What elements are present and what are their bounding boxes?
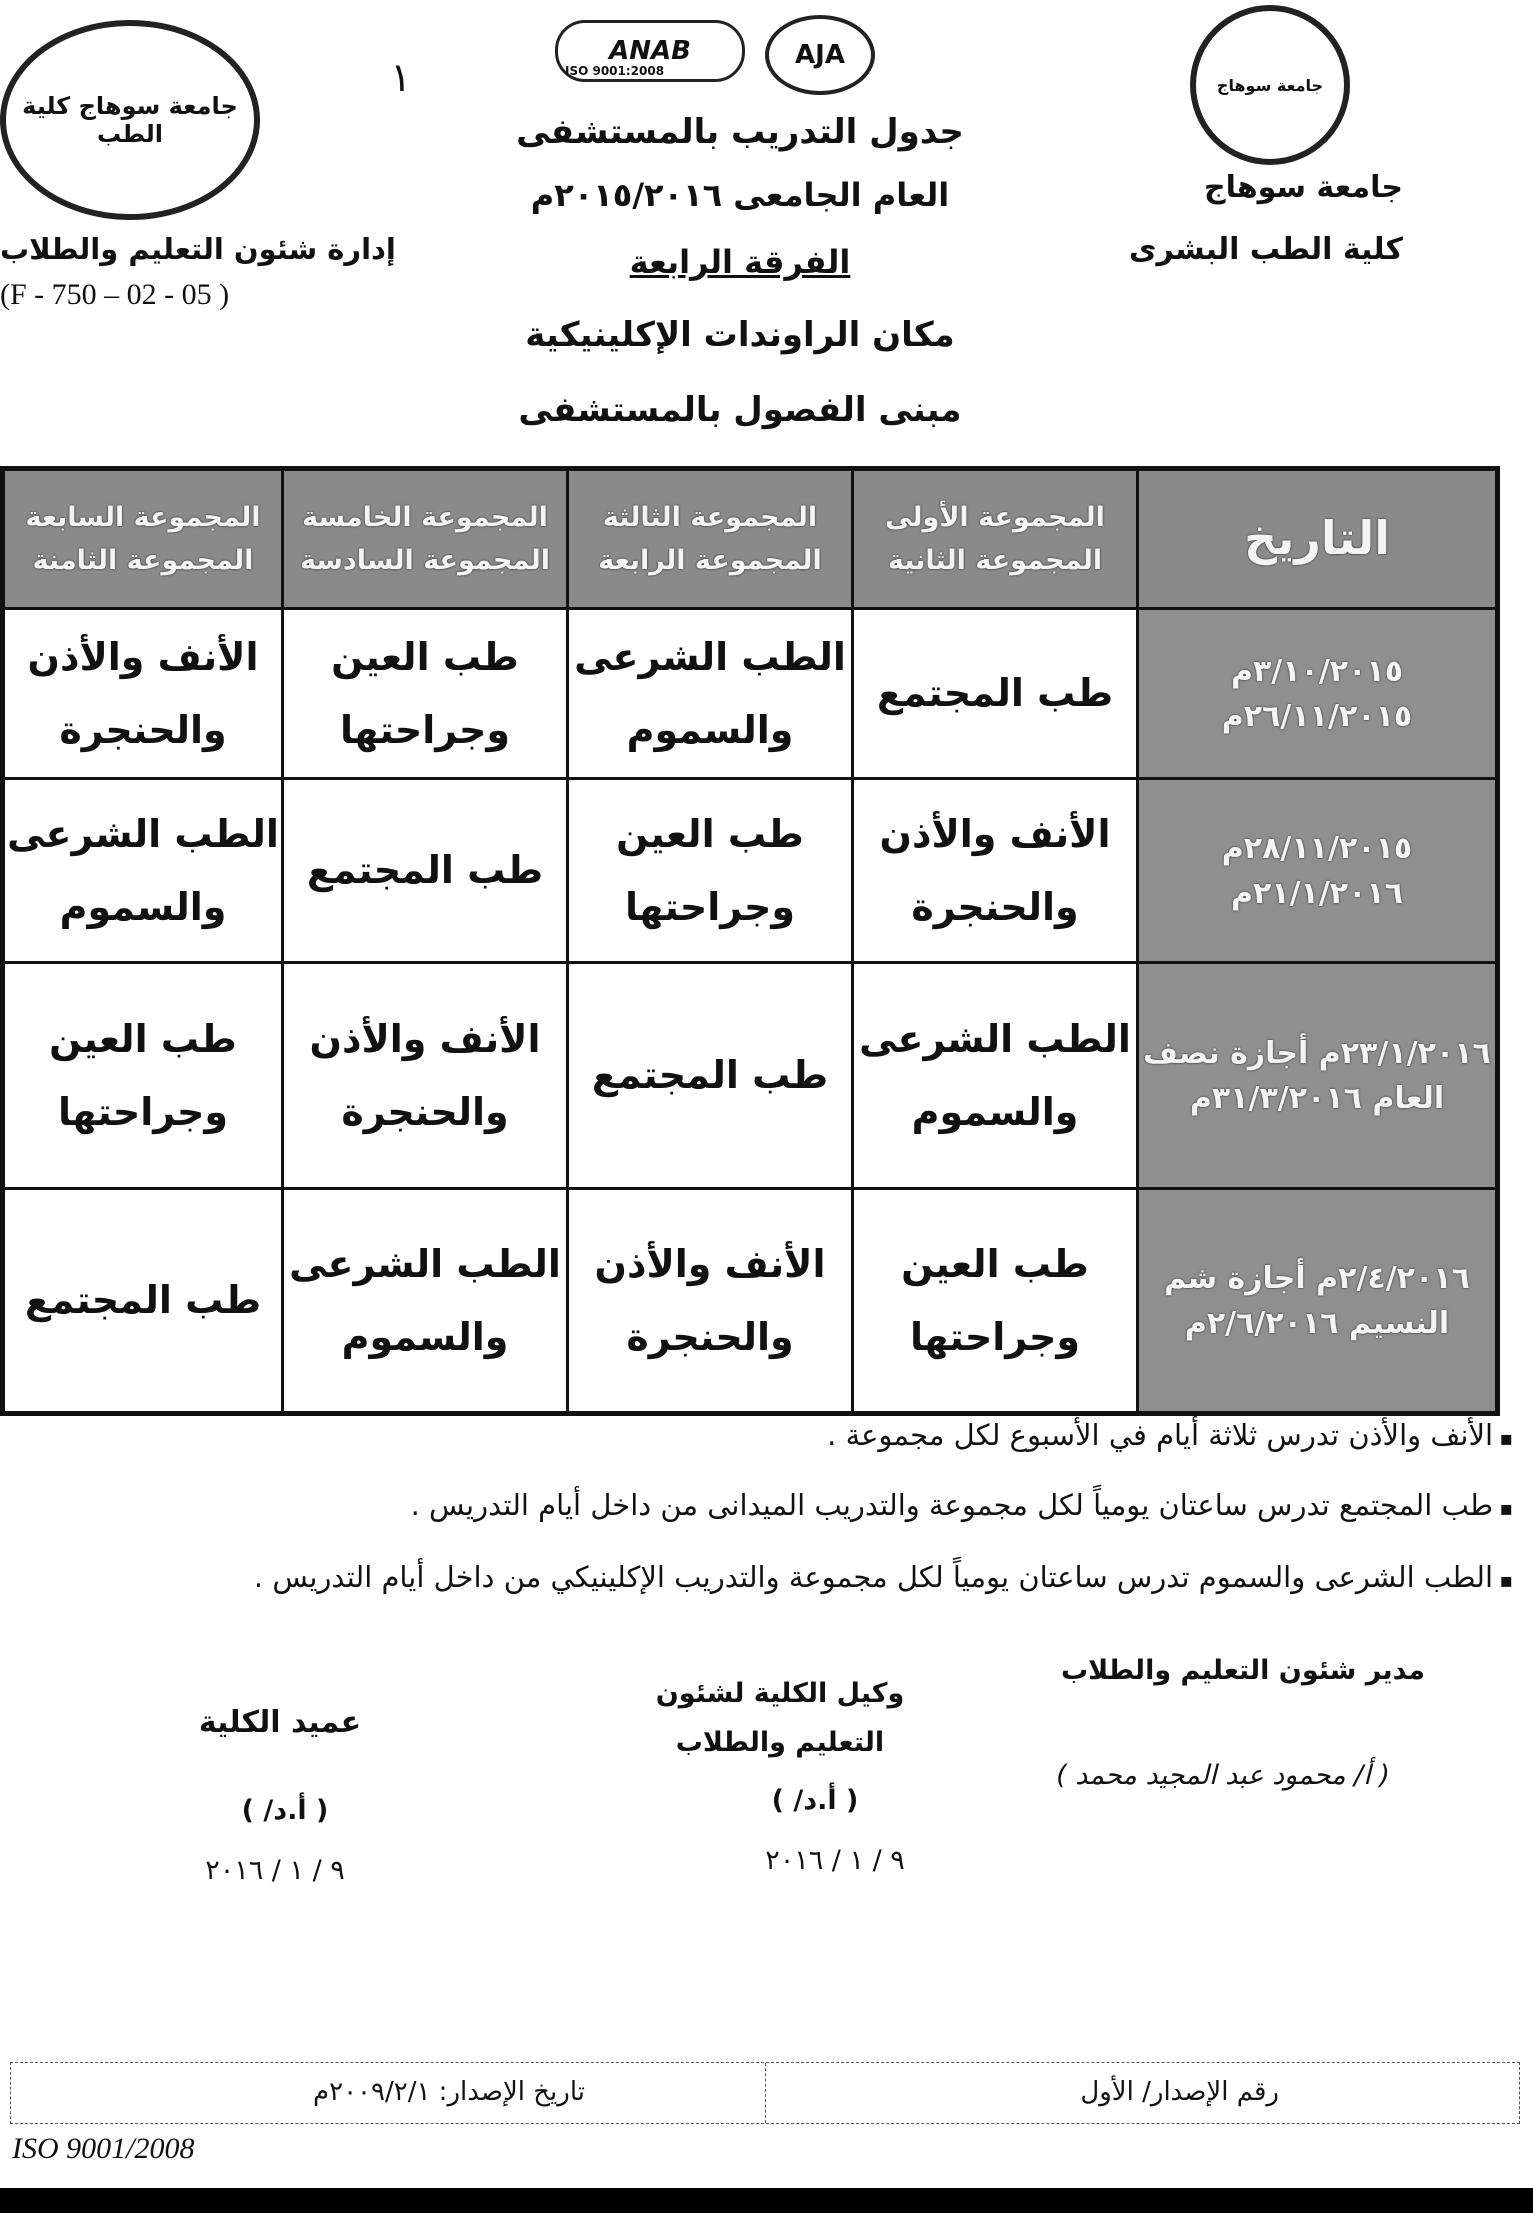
schedule-cell: الأنف والأذن والحنجرة xyxy=(568,1189,853,1414)
schedule-cell: طب المجتمع xyxy=(853,609,1138,779)
location-title: مكان الراوندات الإكلينيكية xyxy=(525,315,955,355)
form-code: (F - 750 – 02 - 05 ) xyxy=(0,278,230,311)
signature-title: مدير شئون التعليم والطلاب xyxy=(1061,1655,1425,1686)
schedule-cell: طب العين وجراحتها xyxy=(568,779,853,963)
schedule-cell: طب العين وجراحتها xyxy=(3,963,283,1189)
schedule-cell: الأنف والأذن والحنجرة xyxy=(3,609,283,779)
signature-date: ٩ / ١ / ٢٠١٦ xyxy=(205,1855,345,1886)
schedule-cell: طب العين وجراحتها xyxy=(853,1189,1138,1414)
faculty-logo xyxy=(0,20,260,220)
signature-date: ٩ / ١ / ٢٠١٦ xyxy=(765,1845,905,1876)
grade: الفرقة الرابعة xyxy=(629,243,851,281)
logo-text: AJA xyxy=(795,40,845,70)
logo-text: جامعة سوهاج xyxy=(1216,75,1324,95)
aja-logo xyxy=(765,15,875,95)
table-row xyxy=(3,1189,1498,1414)
table-header-row xyxy=(3,469,1498,609)
date-cell: ٢٨/١١/٢٠١٥م ٢١/١/٢٠١٦م xyxy=(1138,779,1498,963)
schedule-cell: الأنف والأذن والحنجرة xyxy=(853,779,1138,963)
signature-title: عميد الكلية xyxy=(198,1705,362,1740)
page-mark: ١ xyxy=(390,55,412,101)
header-groups-3-4: المجموعة الثالثة المجموعة الرابعة xyxy=(568,469,853,609)
iso-badge: ISO 9001:2008 xyxy=(565,64,665,78)
schedule-cell: الأنف والأذن والحنجرة xyxy=(283,963,568,1189)
header-date: التاريخ xyxy=(1138,469,1498,609)
table-row xyxy=(3,779,1498,963)
table-row xyxy=(3,963,1498,1189)
header-groups-5-6: المجموعة الخامسة المجموعة السادسة xyxy=(283,469,568,609)
issue-number: رقم الإصدار/ الأول xyxy=(765,2063,1519,2123)
academic-year: العام الجامعى ٢٠١٥/٢٠١٦م xyxy=(530,176,950,214)
header-groups-1-2: المجموعة الأولى المجموعة الثانية xyxy=(853,469,1138,609)
schedule-cell: طب المجتمع xyxy=(283,779,568,963)
schedule-cell: طب المجتمع xyxy=(568,963,853,1189)
schedule-cell: طب المجتمع xyxy=(3,1189,283,1414)
page-title: جدول التدريب بالمستشفى xyxy=(516,112,964,152)
schedule-table xyxy=(0,466,1500,1416)
university-name: جامعة سوهاج xyxy=(1203,170,1403,205)
note-item: ▪ الطب الشرعى والسموم تدرس ساعتان يومياً لكل مجموعة والتدريب الإكلينيكي من داخل أيام التدريس . xyxy=(13,1560,1513,1594)
table-row xyxy=(3,609,1498,779)
signature-title: وكيل الكلية لشئون التعليم والطلاب xyxy=(655,1678,905,1758)
department-name: إدارة شئون التعليم والطلاب xyxy=(0,232,396,266)
location: مبنى الفصول بالمستشفى xyxy=(518,390,962,430)
schedule-cell: طب العين وجراحتها xyxy=(283,609,568,779)
logo-text: جامعة سوهاج كلية الطب xyxy=(22,92,238,148)
logo-text: ANAB xyxy=(609,36,691,66)
scan-edge xyxy=(0,2188,1533,2213)
faculty-name: كلية الطب البشرى xyxy=(1128,232,1403,267)
schedule-cell: الطب الشرعى والسموم xyxy=(283,1189,568,1414)
date-cell: ٣/١٠/٢٠١٥م ٢٦/١١/٢٠١٥م xyxy=(1138,609,1498,779)
signature-name: ( أ/ محمود عبد المجيد محمد ) xyxy=(1056,1760,1390,1791)
footer-box xyxy=(10,2062,1520,2124)
schedule-cell: الطب الشرعى والسموم xyxy=(3,779,283,963)
note-item: ▪ طب المجتمع تدرس ساعتان يومياً لكل مجموعة والتدريب الميدانى من داخل أيام التدريس . xyxy=(13,1488,1513,1522)
note-item: ▪ الأنف والأذن تدرس ثلاثة أيام في الأسبوع لكل مجموعة . xyxy=(827,1418,1513,1452)
signature-name: ( أ.د/ ) xyxy=(771,1785,859,1816)
schedule-cell: الطب الشرعى والسموم xyxy=(568,609,853,779)
iso-label: ISO 9001/2008 xyxy=(12,2132,195,2165)
date-cell: ٢٣/١/٢٠١٦م أجازة نصف العام ٣١/٣/٢٠١٦م xyxy=(1138,963,1498,1189)
university-logo xyxy=(1190,5,1350,165)
date-cell: ٢/٤/٢٠١٦م أجازة شم النسيم ٢/٦/٢٠١٦م xyxy=(1138,1189,1498,1414)
issue-date: تاريخ الإصدار: ٢٠٠٩/٢/١م xyxy=(313,2077,585,2107)
header-groups-7-8: المجموعة السابعة المجموعة الثامنة xyxy=(3,469,283,609)
schedule-cell: الطب الشرعى والسموم xyxy=(853,963,1138,1189)
signature-name: ( أ.د/ ) xyxy=(241,1795,329,1826)
